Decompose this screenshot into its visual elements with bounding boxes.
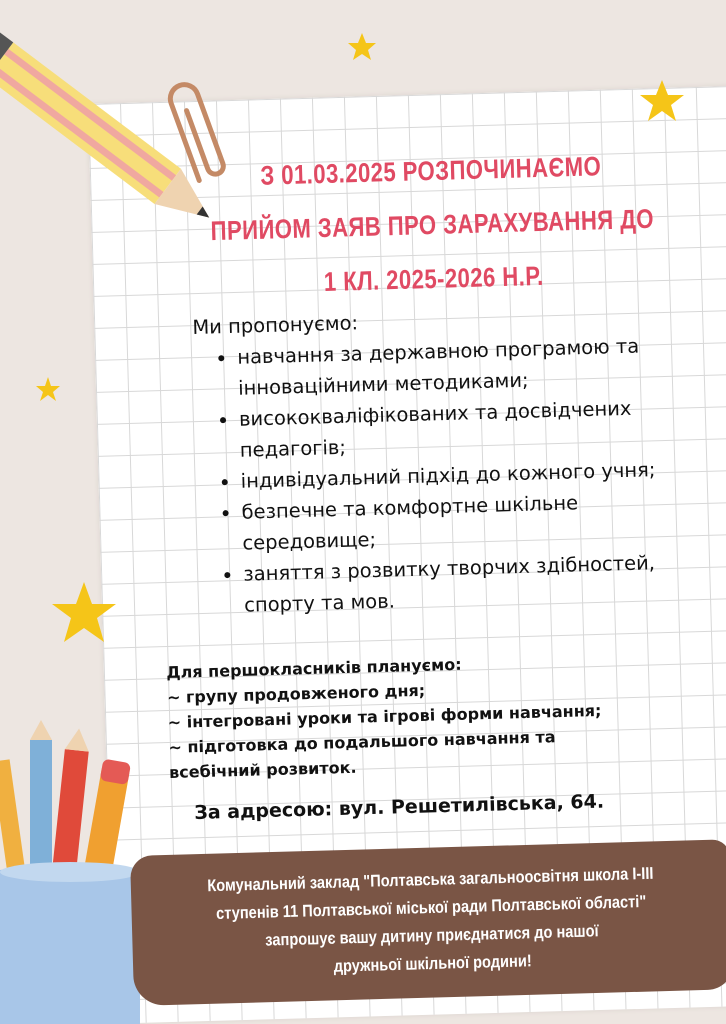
plans-line: ~ підготовка до подальшого навчання та — [168, 727, 556, 757]
invitation-line: дружньої шкільної родини! — [333, 951, 532, 976]
invitation-line: Комунальний заклад "Полтавська загальноосвітня школа І-ІІІ — [207, 863, 654, 896]
offer-item: • індивідуальний підхід до кожного учня; — [240, 453, 697, 497]
pencil-icon — [0, 30, 222, 235]
invitation-line: запрошує вашу дитину приєднатися до нашої — [264, 921, 599, 950]
star-icon — [36, 377, 60, 401]
star-icon — [52, 582, 116, 642]
offer-item: • висококваліфікованих та досвідчених педагогів; — [239, 391, 697, 466]
offer-item: • навчання за державною програмою та інноваційними методиками; — [237, 329, 695, 404]
plans-line: ~ інтегровані уроки та ігрові форми навчання; — [167, 700, 602, 732]
invitation-text — [189, 859, 674, 984]
invitation-line: ступенів 11 Полтавської міської ради Полтавської області" — [215, 891, 647, 923]
star-icon — [640, 80, 684, 121]
star-icon — [348, 33, 376, 60]
address: За адресою: вул. Решетилівська, 64. — [194, 790, 605, 824]
headline — [200, 138, 664, 313]
offer-item: • заняття з розвитку творчих здібностей, спорту та мов. — [243, 546, 701, 621]
offer-section — [192, 298, 700, 622]
headline-line: 1 КЛ. 2025-2026 Н.Р. — [323, 260, 545, 298]
plans-heading: Для першокласників плануємо: — [166, 654, 462, 682]
plans-section — [166, 645, 709, 785]
plans-line: всебічний розвиток. — [168, 757, 357, 782]
headline-line: З 01.03.2025 РОЗПОЧИНАЄМО — [259, 151, 602, 191]
offer-intro: Ми пропонуємо: — [192, 311, 359, 339]
offer-item: • безпечне та комфортне шкільне середовище; — [241, 484, 699, 559]
plans-line: ~ групу продовженого дня; — [166, 680, 426, 707]
offer-list — [193, 329, 701, 622]
pencil-cup-icon — [0, 720, 140, 1024]
headline-line: ПРИЙОМ ЗАЯВ ПРО ЗАРАХУВАННЯ ДО — [210, 203, 655, 247]
